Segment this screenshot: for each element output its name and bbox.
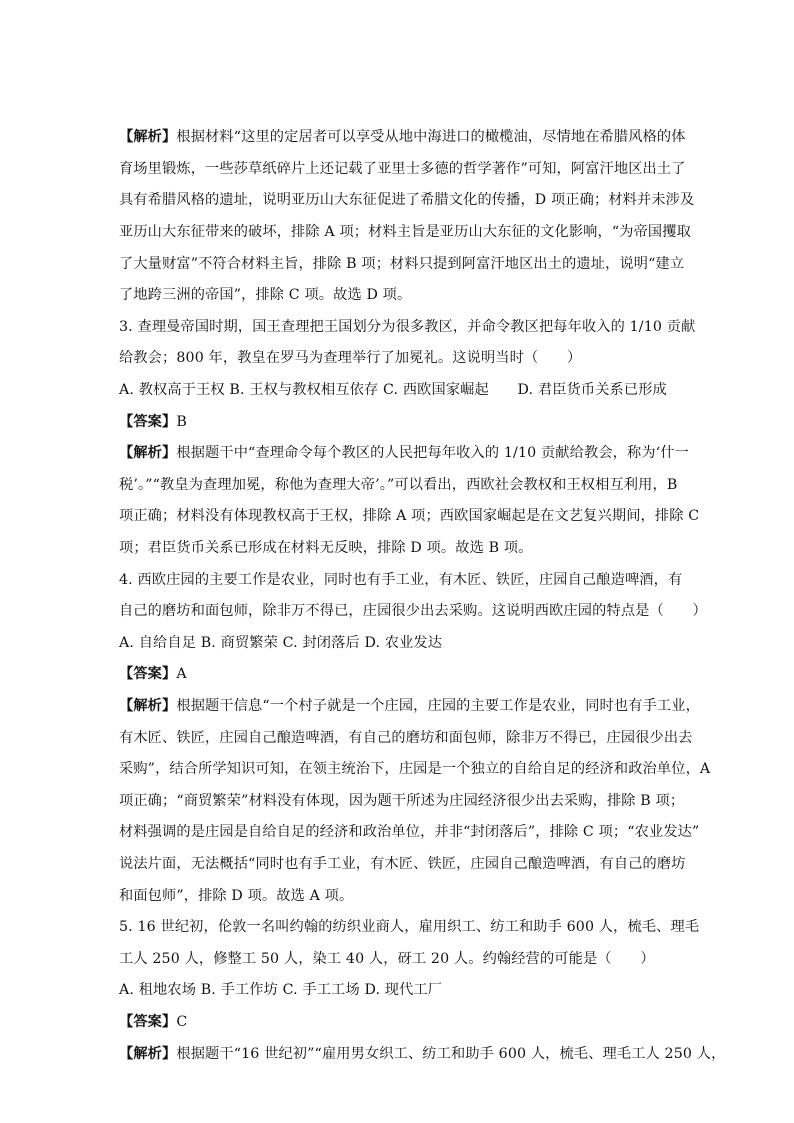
- analysis-line: [119, 254, 685, 274]
- question-3-analysis: [119, 506, 700, 526]
- question-5-answer: [119, 1012, 679, 1032]
- question-4-analysis: [119, 728, 693, 748]
- line-text: 5. 16 世纪初，伦敦一名叫约翰的纺织业商人，雇用织工、纺工和助手 600 人，梳毛、理毛: [119, 919, 700, 935]
- question-3-analysis: [119, 443, 690, 463]
- analysis-line: [119, 159, 686, 179]
- analysis-line: [119, 222, 691, 242]
- answer-tag: 【答案】: [119, 1014, 177, 1030]
- analysis-line: [119, 285, 679, 305]
- line-text: 根据题干“16 世纪初”“雇用男女织工、纺工和助手 600 人，梳毛、理毛工人 250 人，: [176, 1046, 726, 1062]
- line-text: 工人 250 人，修整工 50 人，染工 40 人，砑工 20 人。约翰经营的可能是（ ）: [119, 951, 655, 967]
- question-4-stem: [119, 601, 707, 621]
- question-3-answer: [119, 412, 679, 432]
- question-3-stem: [119, 348, 679, 368]
- question-4-analysis: [119, 696, 700, 716]
- question-5-analysis: [119, 1044, 726, 1064]
- question-5-options: [119, 980, 679, 1000]
- line-text: 育场里锻炼，一些莎草纸碎片上还记载了亚里士多德的哲学著作”可知，阿富汗地区出土了: [119, 161, 686, 177]
- line-text: 说法片面，无法概括“同时也有手工业，有木匠、铁匠，庄园自己酿造啤酒，有自己的磨坊: [119, 856, 686, 872]
- line-text: 具有希腊风格的遗址，说明亚历山大东征促进了希腊文化的传播，D 项正确；材料并未涉及: [119, 192, 695, 208]
- line-text: 材料强调的是庄园是自给自足的经济和政治单位，并非“封闭落后”，排除 C 项；“农业发达”: [119, 824, 700, 840]
- question-3-analysis: [119, 538, 679, 558]
- question-4-answer: [119, 664, 679, 684]
- question-5-stem: [119, 949, 679, 969]
- line-text: 3. 查理曼帝国时期，国王查理把王国划分为很多教区，并命令教区把每年收入的 1/10 贡献: [119, 319, 696, 335]
- question-4-analysis: [119, 854, 686, 874]
- analysis-tag: 【解析】: [119, 698, 177, 714]
- line-text: 税’。”“教皇为查理加冕，称他为查理大帝’。”可以看出，西欧社会教权和王权相互利用，B: [119, 477, 678, 493]
- line-text: A. 自给自足 B. 商贸繁荣 C. 封闭落后 D. 农业发达: [119, 635, 443, 651]
- answer-tag: 【答案】: [119, 666, 177, 682]
- answer-value: A: [176, 666, 187, 682]
- line-text: 根据材料“这里的定居者可以享受从地中海进口的橄榄油，尽情地在希腊风格的体: [176, 129, 686, 145]
- answer-value: B: [176, 414, 187, 430]
- line-text: 项正确；“商贸繁荣”材料没有体现，因为题干所述为庄园经济很少出去采购，排除 B 项；: [119, 793, 685, 809]
- analysis-tag: 【解析】: [119, 129, 177, 145]
- line-text: 亚历山大东征带来的破坏，排除 A 项；材料主旨是亚历山大东征的文化影响，“为帝国攫取: [119, 224, 691, 240]
- line-text: 采购”，结合所学知识可知，在领主统治下，庄园是一个独立的自给自足的经济和政治单位，A: [119, 761, 711, 777]
- answer-tag: 【答案】: [119, 414, 177, 430]
- question-4-options: [119, 633, 679, 653]
- line-text: 自己的磨坊和面包师，除非万不得已，庄园很少出去采购。这说明西欧庄园的特点是（ ）: [119, 603, 707, 619]
- line-text: 和面包师”，排除 D 项。故选 A 项。: [119, 888, 354, 904]
- analysis-line: [119, 190, 695, 210]
- answer-value: C: [176, 1014, 188, 1030]
- question-3-stem: [119, 317, 696, 337]
- line-text: 给教会；800 年，教皇在罗马为查理举行了加冕礼。这说明当时（ ）: [119, 350, 582, 366]
- question-4-analysis: [119, 759, 711, 779]
- question-4-analysis: [119, 822, 700, 842]
- line-text: 4. 西欧庄园的主要工作是农业，同时也有手工业，有木匠、铁匠，庄园自己酿造啤酒，有: [119, 572, 683, 588]
- question-4-analysis: [119, 886, 679, 906]
- question-4-analysis: [119, 791, 685, 811]
- line-text: 根据题干信息“一个村子就是一个庄园，庄园的主要工作是农业，同时也有手工业，: [176, 698, 700, 714]
- analysis-tag: 【解析】: [119, 1046, 177, 1062]
- question-5-stem: [119, 917, 700, 937]
- line-text: 项正确；材料没有体现教权高于王权，排除 A 项；西欧国家崛起是在文艺复兴期间，排除 C: [119, 508, 700, 524]
- line-text: A. 教权高于王权 B. 王权与教权相互依存 C. 西欧国家崛起 D. 君臣货币关系已形成: [119, 382, 667, 398]
- line-text: 项；君臣货币关系已形成在材料无反映，排除 D 项。故选 B 项。: [119, 540, 533, 556]
- line-text: 了大量财富”不符合材料主旨，排除 B 项；材料只提到阿富汗地区出土的遗址，说明“建立: [119, 256, 685, 272]
- question-3-analysis: [119, 475, 679, 495]
- analysis-line: [119, 127, 686, 147]
- analysis-tag: 【解析】: [119, 445, 177, 461]
- line-text: 有木匠、铁匠，庄园自己酿造啤酒，有自己的磨坊和面包师，除非万不得已，庄园很少出去: [119, 730, 693, 746]
- line-text: 根据题干中“查理命令每个教区的人民把每年收入的 1/10 贡献给教会，称为‘什一: [176, 445, 690, 461]
- question-4-stem: [119, 570, 683, 590]
- line-text: 了地跨三洲的帝国”，排除 C 项。故选 D 项。: [119, 287, 412, 303]
- question-3-options: [119, 380, 679, 400]
- line-text: A. 租地农场 B. 手工作坊 C. 手工工场 D. 现代工厂: [119, 982, 443, 998]
